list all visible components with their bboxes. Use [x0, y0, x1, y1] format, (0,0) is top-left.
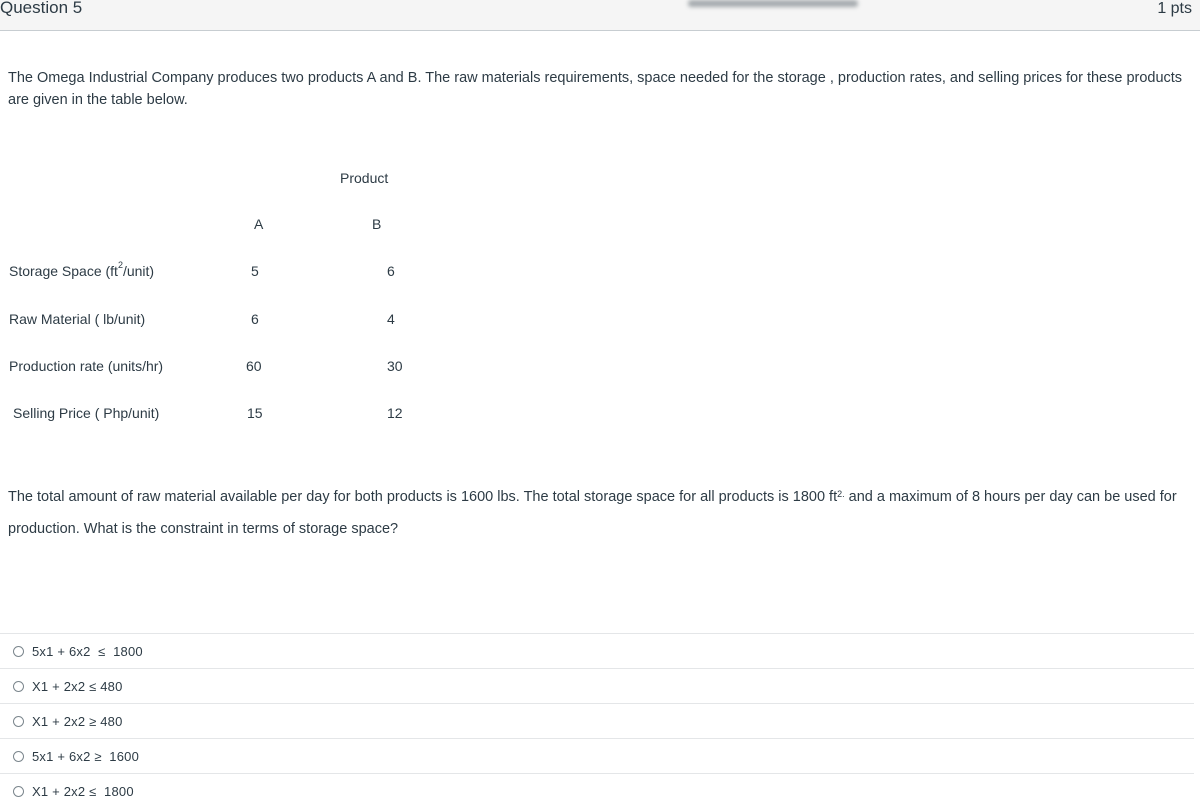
answer-label[interactable]: 5x1 + 6x2 ≤ 1800 [32, 643, 143, 659]
answer-option[interactable] [0, 773, 1194, 808]
row-label-production-rate: Production rate (units/hr) [9, 358, 164, 374]
answer-option[interactable] [0, 738, 1194, 773]
radio-button[interactable] [13, 716, 24, 727]
answer-label[interactable]: X1 + 2x2 ≥ 480 [32, 713, 123, 729]
column-header-b: B [372, 216, 382, 232]
question-body: The total amount of raw material available per day for both products is 1600 lbs. The total storage space for all products is 1800 $ft^{2.}$ and a maximum of 8 hours per day can be used for production. What is the constraint in terms of storage space? [8, 489, 1177, 537]
answer-label[interactable]: X1 + 2x2 ≤ 480 [32, 678, 123, 694]
answer-list [0, 633, 1194, 808]
row-label-selling-price: Selling Price ( Php/unit) [13, 405, 160, 421]
cell-price-b: 12 [387, 405, 403, 421]
column-header-a: A [254, 216, 264, 232]
answer-option[interactable] [0, 633, 1194, 668]
table-group-header: Product [340, 170, 389, 186]
question-title: Question 5 [0, 0, 83, 17]
answer-label[interactable]: X1 + 2x2 ≤ 1800 [32, 783, 134, 799]
answer-option[interactable] [0, 703, 1194, 738]
radio-button[interactable] [13, 786, 24, 797]
cell-rate-a: 60 [246, 358, 262, 374]
question-intro: The Omega Industrial Company produces two products A and B. The raw materials requirements, space needed for the storage , production rates, and selling prices for these products are given in the table below. [8, 70, 1183, 108]
cell-storage-b: 6 [387, 263, 395, 279]
radio-button[interactable] [13, 751, 24, 762]
redacted-bar [688, 0, 858, 7]
row-label-raw-material: Raw Material ( lb/unit) [9, 311, 146, 327]
answer-label[interactable]: 5x1 + 6x2 ≥ 1600 [32, 748, 140, 764]
question-header [0, 0, 1200, 31]
cell-storage-a: 5 [251, 263, 259, 279]
cell-raw-a: 6 [251, 311, 259, 327]
radio-button[interactable] [13, 646, 24, 657]
radio-button[interactable] [13, 681, 24, 692]
cell-rate-b: 30 [387, 358, 403, 374]
cell-raw-b: 4 [387, 311, 395, 327]
row-label-storage-space: Storage Space $(ft^2/unit)$ [9, 260, 155, 279]
cell-price-a: 15 [247, 405, 263, 421]
answer-option[interactable] [0, 668, 1194, 703]
question-points: 1 pts [1157, 0, 1192, 17]
